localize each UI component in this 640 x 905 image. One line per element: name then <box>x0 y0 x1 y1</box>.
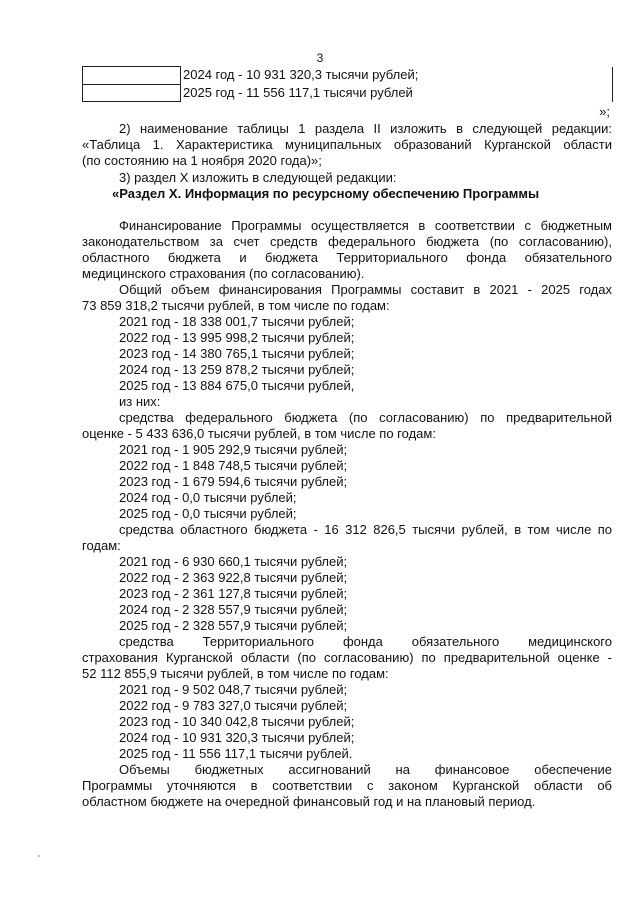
list-item: 2023 год - 14 380 765,1 тысячи рублей; <box>119 346 355 361</box>
list-item: 2023 год - 2 361 127,8 тысячи рублей; <box>119 586 348 601</box>
list-item: 2022 год - 9 783 327,0 тысячи рублей; <box>119 698 348 713</box>
paragraph-line: оценке - 5 433 636,0 тысячи рублей, в том числе по годам: <box>82 426 436 441</box>
paragraph-line: средства Территориального фонда обязательного медицинского <box>119 634 612 649</box>
paragraph-line: страхования Курганской области (по согласованию) по предварительной оценке - <box>82 650 612 665</box>
table-row <box>83 84 613 102</box>
paragraph-line: из них: <box>119 394 161 409</box>
list-item: 2021 год - 6 930 660,1 тысячи рублей; <box>119 554 348 569</box>
paragraph-line: медицинского страхования (по согласованию). <box>82 266 365 281</box>
continuation-table <box>82 66 613 102</box>
scan-speck <box>38 855 40 857</box>
list-item: 2022 год - 1 848 748,5 тысячи рублей; <box>119 458 348 473</box>
section-heading: «Раздел X. Информация по ресурсному обеспечению Программы <box>112 186 540 201</box>
list-item: 2022 год - 2 363 922,8 тысячи рублей; <box>119 570 348 585</box>
paragraph-line: 2) наименование таблицы 1 раздела II изложить в следующей редакции: <box>119 121 612 136</box>
list-item: 2025 год - 0,0 тысячи рублей; <box>119 506 297 521</box>
table-cell-empty <box>83 67 181 85</box>
list-item: 2021 год - 9 502 048,7 тысячи рублей; <box>119 682 348 697</box>
list-item: 2021 год - 18 338 001,7 тысячи рублей; <box>119 314 355 329</box>
list-item: 2024 год - 10 931 320,3 тысячи рублей; <box>119 730 355 745</box>
list-item: 2025 год - 11 556 117,1 тысячи рублей. <box>119 746 353 761</box>
paragraph-line: средства федерального бюджета (по согласованию) по предварительной <box>119 410 612 425</box>
paragraph-line: Программы уточняются в соответствии с законом Курганской области об <box>82 778 612 793</box>
paragraph-line: 73 859 318,2 тысячи рублей, в том числе по годам: <box>82 298 390 313</box>
table-cell: 2025 год - 11 556 117,1 тысячи рублей <box>181 84 613 102</box>
list-item: 2022 год - 13 995 998,2 тысячи рублей; <box>119 330 355 345</box>
list-item: 2024 год - 0,0 тысячи рублей; <box>119 490 297 505</box>
paragraph-line: законодательством за счет средств федерального бюджета (по согласованию), <box>82 234 612 249</box>
paragraph-line: Финансирование Программы осуществляется в соответствии с бюджетным <box>119 218 612 233</box>
list-item: 2024 год - 2 328 557,9 тысячи рублей; <box>119 602 348 617</box>
paragraph-line: областном бюджете на очередной финансовый год и на плановый период. <box>82 794 536 809</box>
list-item: 2021 год - 1 905 292,9 тысячи рублей; <box>119 442 348 457</box>
list-item: 2025 год - 2 328 557,9 тысячи рублей; <box>119 618 348 633</box>
paragraph-line: (по состоянию на 1 ноября 2020 года)»; <box>82 153 322 168</box>
table-row <box>83 67 613 85</box>
paragraph-line: «Таблица 1. Характеристика муниципальных образований Курганской области <box>82 137 612 152</box>
closing-quote: »; <box>599 104 610 119</box>
list-item: 2025 год - 13 884 675,0 тысячи рублей, <box>119 378 355 393</box>
paragraph-line: областного бюджета и бюджета Территориального фонда обязательного <box>82 250 612 265</box>
paragraph-line: Объемы бюджетных ассигнований на финансовое обеспечение <box>119 762 612 777</box>
list-item: 2023 год - 1 679 594,6 тысячи рублей; <box>119 474 348 489</box>
table-cell: 2024 год - 10 931 320,3 тысячи рублей; <box>181 67 613 85</box>
paragraph-line: средства областного бюджета - 16 312 826,5 тысячи рублей, в том числе по <box>119 522 612 537</box>
table-cell-empty <box>83 84 181 102</box>
paragraph-line: Общий объем финансирования Программы составит в 2021 - 2025 годах <box>119 282 612 297</box>
paragraph-line: 3) раздел X изложить в следующей редакции: <box>119 170 397 185</box>
paragraph-line: 52 112 855,9 тысячи рублей, в том числе по годам: <box>82 666 389 681</box>
paragraph-line: годам: <box>82 538 121 553</box>
list-item: 2024 год - 13 259 878,2 тысячи рублей; <box>119 362 355 377</box>
list-item: 2023 год - 10 340 042,8 тысячи рублей; <box>119 714 355 729</box>
page-number: 3 <box>316 51 324 65</box>
